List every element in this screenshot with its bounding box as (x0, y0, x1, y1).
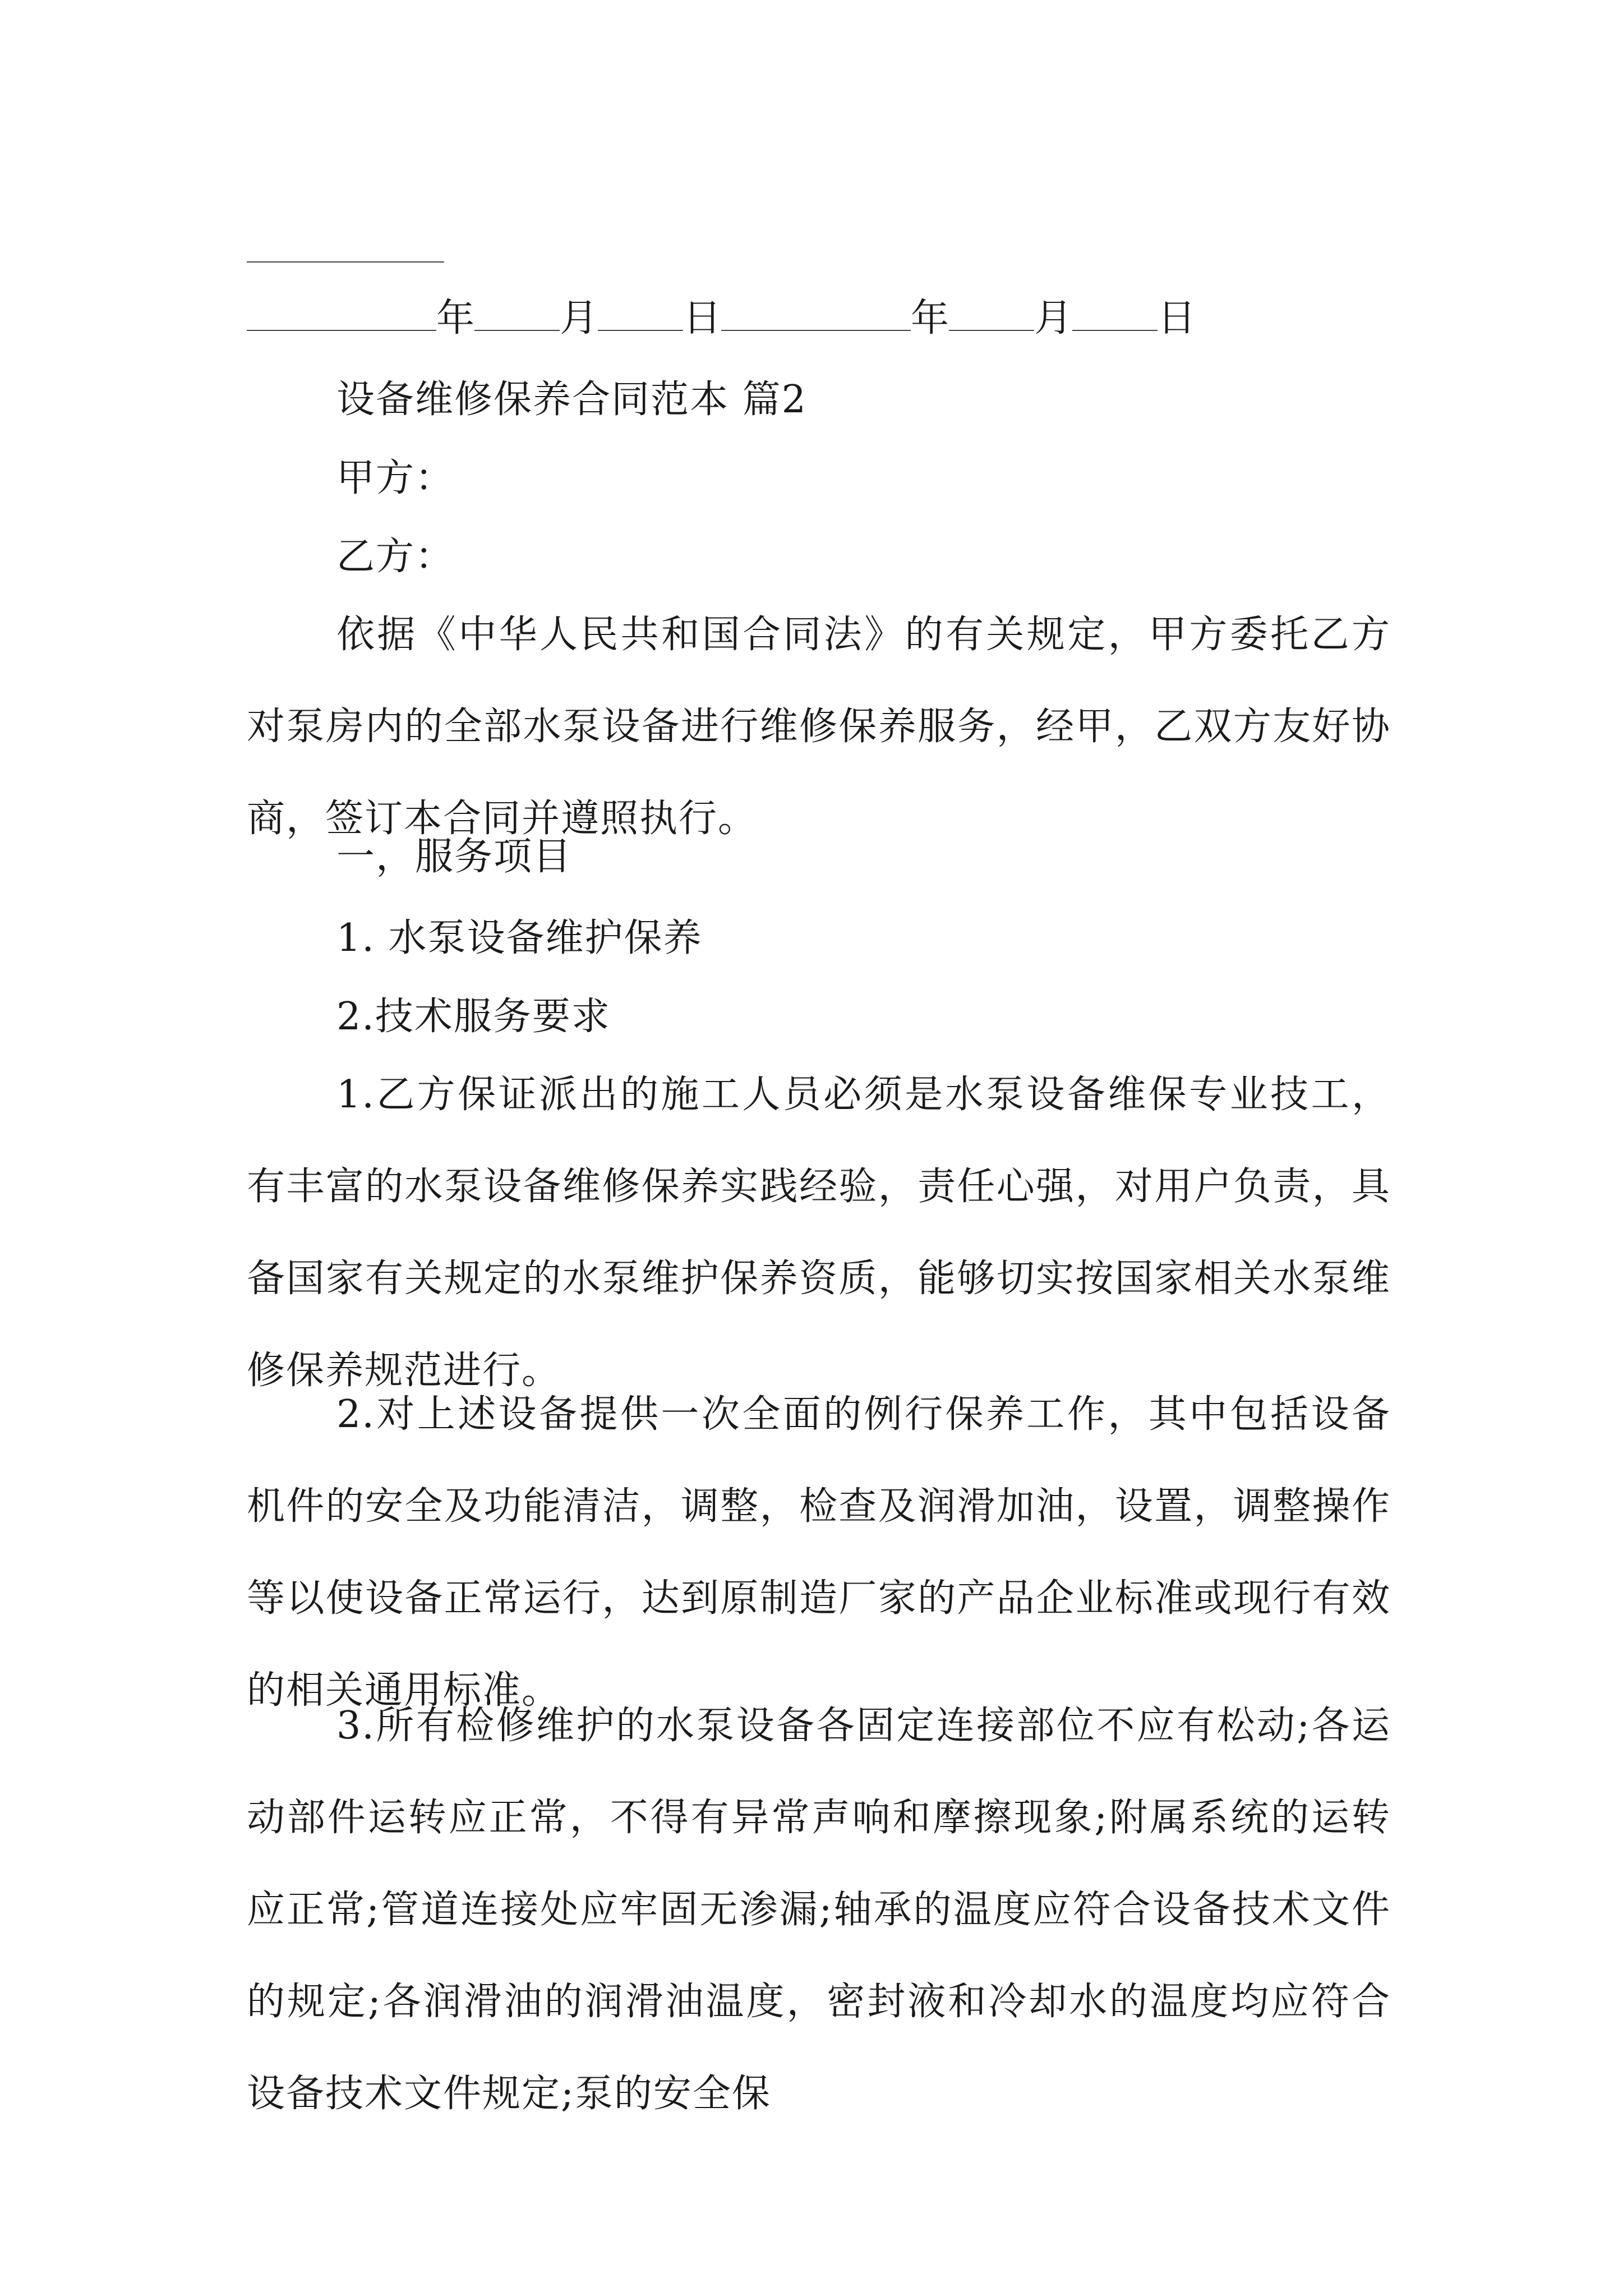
year-label-1: 年 (436, 296, 475, 341)
party-b-label: 乙方： (336, 535, 455, 579)
document-title: 设备维修保养合同范本 篇2 (336, 378, 807, 422)
year-blank-2[interactable] (721, 294, 911, 331)
section-heading-services: 一，服务项目 (336, 835, 573, 879)
month-blank-2[interactable] (949, 294, 1034, 331)
service-item-1: 1. 水泵设备维护保养 (336, 916, 703, 960)
intro-paragraph: 依据《中华人民共和国合同法》的有关规定，甲方委托乙方对泵房内的全部水泵设备进行维修保养服务，经甲，乙双方友好协商，签订本合同并遵照执行。 (247, 613, 1391, 841)
year-blank-1[interactable] (247, 294, 436, 331)
day-label-2: 日 (1158, 296, 1196, 341)
header-rule (247, 261, 444, 263)
year-label-2: 年 (911, 296, 949, 341)
day-blank-1[interactable] (598, 294, 683, 331)
month-label-1: 月 (560, 296, 598, 341)
service-item-2: 2.技术服务要求 (336, 995, 611, 1039)
month-label-2: 月 (1034, 296, 1073, 341)
requirement-paragraph-2: 2.对上述设备提供一次全面的例行保养工作，其中包括设备机件的安全及功能清洁，调整，检查及润滑加油，设置，调整操作等以使设备正常运行，达到原制造厂家的产品企业标准或现行有效的相关通用标准。 (247, 1392, 1391, 1713)
party-a-label: 甲方： (336, 456, 455, 500)
date-line (247, 292, 1391, 346)
month-blank-1[interactable] (474, 294, 560, 331)
day-blank-2[interactable] (1072, 294, 1158, 331)
day-label-1: 日 (683, 296, 722, 341)
requirement-paragraph-1: 1.乙方保证派出的施工人员必须是水泵设备维保专业技工，有丰富的水泵设备维修保养实践经验，责任心强，对用户负责，具备国家有关规定的水泵维护保养资质，能够切实按国家相关水泵维修保养规范进行。 (247, 1073, 1391, 1393)
requirement-paragraph-3: 3.所有检修维护的水泵设备各固定连接部位不应有松动;各运动部件运转应正常，不得有异常声响和摩擦现象;附属系统的运转应正常;管道连接处应牢固无渗漏;轴承的温度应符合设备技术文件的规定;各润滑油的润滑油温度，密封液和冷却水的温度均应符合设备技术文件规定;泵的安全保 (247, 1704, 1391, 2116)
